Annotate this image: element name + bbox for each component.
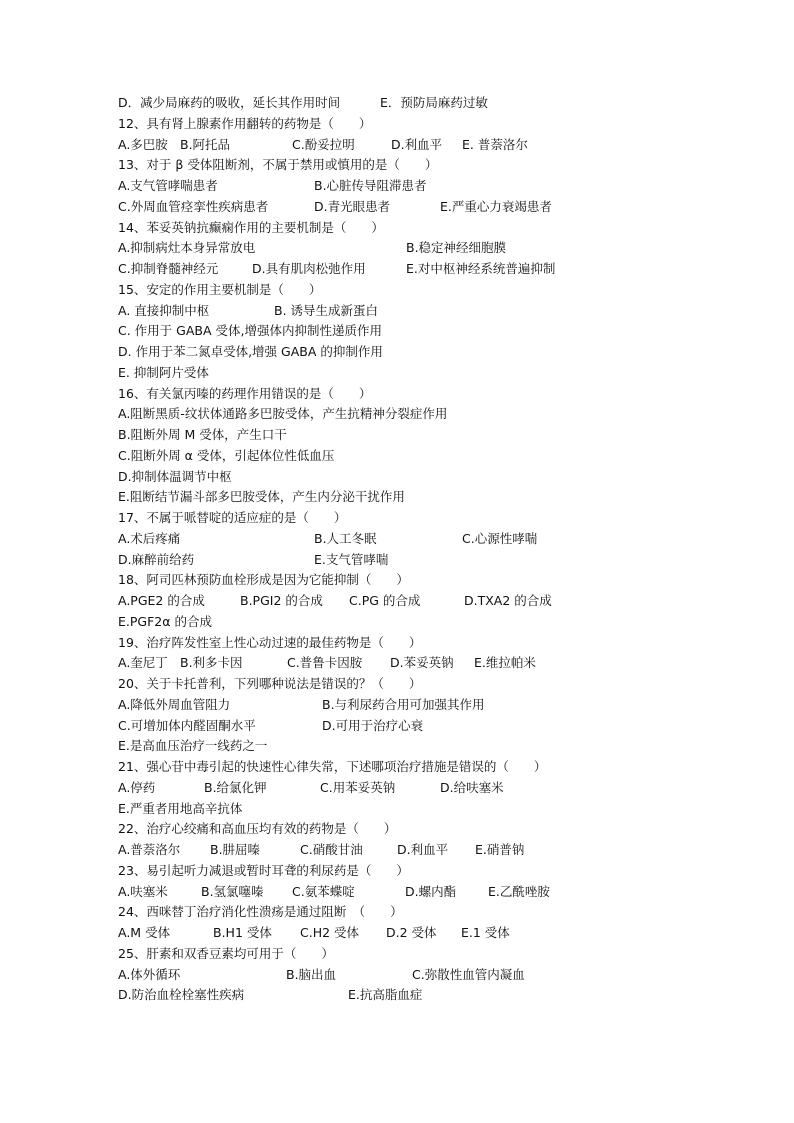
text-line bbox=[118, 529, 758, 550]
option-c: C.弥散性血管内凝血 bbox=[412, 966, 525, 982]
option-d: D.防治血栓栓塞性疾病 bbox=[118, 987, 245, 1003]
question-stem: 19、治疗阵发性室上性心动过速的最佳药物是（ ） bbox=[118, 634, 422, 650]
option-b: B.与利尿药合用可加强其作用 bbox=[322, 696, 485, 712]
option-d: D.利血平 bbox=[391, 136, 443, 152]
option-a: A.抑制病灶本身异常放电 bbox=[118, 240, 256, 256]
text-line bbox=[118, 176, 758, 197]
option-d: D.苯妥英钠 bbox=[390, 655, 454, 671]
option-a: A.奎尼丁 bbox=[118, 655, 168, 671]
text-line bbox=[118, 695, 758, 716]
option-b: B.肼屈嗪 bbox=[210, 842, 261, 857]
text-line bbox=[118, 944, 758, 965]
option-d: D.麻醉前给药 bbox=[118, 551, 195, 567]
option-b: B.阿托品 bbox=[180, 136, 231, 152]
option-c: C.用苯妥英钠 bbox=[320, 779, 396, 795]
option-c: C.硝酸甘油 bbox=[300, 842, 363, 857]
option-a: A.停药 bbox=[118, 779, 156, 795]
text-line bbox=[118, 736, 758, 757]
option-a: A.M 受体 bbox=[118, 925, 171, 940]
text-line bbox=[118, 882, 758, 903]
text-line bbox=[118, 674, 758, 695]
option-e: E.PGF2α 的合成 bbox=[118, 613, 212, 629]
question-stem: 23、易引起听力减退或暂时耳聋的利尿药是（ ） bbox=[118, 862, 409, 878]
text-line bbox=[118, 404, 758, 425]
option-d: D.螺内酯 bbox=[405, 883, 457, 899]
option-e: E.支气管哮喘 bbox=[314, 551, 389, 567]
option-c: C.PG 的合成 bbox=[349, 593, 421, 608]
question-stem: 12、具有肾上腺素作用翻转的药物是（ ） bbox=[118, 115, 372, 131]
text-line bbox=[118, 653, 758, 674]
question-stem: 15、安定的作用主要机制是（ ） bbox=[118, 281, 322, 297]
option-c: C.H2 受体 bbox=[300, 925, 360, 940]
option-a: A.体外循环 bbox=[118, 966, 181, 982]
option-e: E.严重者用地高辛抗体 bbox=[118, 800, 243, 816]
option-a: A.术后疼痛 bbox=[118, 530, 181, 546]
text-line bbox=[118, 342, 758, 363]
option-d: D. 作用于苯二氮卓受体,增强 GABA 的抑制作用 bbox=[118, 344, 383, 359]
option-d: D.利血平 bbox=[397, 842, 449, 857]
option-b: B.氢氯噻嗪 bbox=[201, 883, 264, 899]
option-e: E.维拉帕米 bbox=[474, 655, 536, 671]
option-b: B.PGI2 的合成 bbox=[240, 593, 323, 608]
option-e: E.抗高脂血症 bbox=[348, 987, 423, 1003]
option-b: B. 诱导生成新蛋白 bbox=[274, 302, 379, 318]
text-line bbox=[118, 633, 758, 654]
text-line bbox=[118, 778, 758, 799]
question-stem: 24、西咪替丁治疗消化性溃疡是通过阻断 （ ） bbox=[118, 904, 403, 920]
text-line bbox=[118, 861, 758, 882]
option-e: E.是高血压治疗一线药之一 bbox=[118, 738, 268, 754]
option-e: E. 抑制阿片受体 bbox=[118, 364, 209, 380]
option-b: B.利多卡因 bbox=[180, 655, 243, 671]
option-c: C.阻断外周 α 受体，引起体位性低血压 bbox=[118, 447, 335, 463]
option-a: A.支气管哮喘患者 bbox=[118, 178, 218, 193]
text-line bbox=[118, 799, 758, 820]
text-line bbox=[118, 321, 758, 342]
option-d: D．减少局麻药的吸收，延长其作用时间 bbox=[118, 95, 341, 110]
text-line bbox=[118, 155, 758, 176]
option-c: C.抑制脊髓神经元 bbox=[118, 261, 219, 276]
option-a: A.呋塞米 bbox=[118, 883, 168, 899]
option-d: D.TXA2 的合成 bbox=[464, 593, 552, 608]
option-d: D.抑制体温调节中枢 bbox=[118, 468, 232, 484]
text-line bbox=[118, 902, 758, 923]
option-b: B.人工冬眠 bbox=[314, 530, 377, 546]
option-b: B.阻断外周 M 受体，产生口干 bbox=[118, 427, 287, 442]
option-e: E.乙酰唑胺 bbox=[488, 883, 550, 899]
text-line bbox=[118, 591, 758, 612]
question-stem: 13、对于 β 受体阻断剂，不属于禁用或慎用的是（ ） bbox=[118, 157, 438, 173]
option-e: E.1 受体 bbox=[461, 925, 510, 940]
text-line bbox=[118, 446, 758, 467]
option-c: C.心源性哮喘 bbox=[462, 530, 538, 546]
option-a: A.普萘洛尔 bbox=[118, 842, 181, 857]
option-c: C.氨苯蝶啶 bbox=[292, 883, 355, 899]
text-line bbox=[118, 384, 758, 405]
text-line bbox=[118, 716, 758, 737]
question-stem: 20、关于卡托普利，下列哪种说法是错误的？（ ） bbox=[118, 676, 422, 691]
option-b: B.心脏传导阻滞患者 bbox=[314, 178, 427, 193]
option-a: A.PGE2 的合成 bbox=[118, 593, 205, 608]
text-line bbox=[118, 985, 758, 1006]
question-stem: 25、肝素和双香豆素均可用于（ ） bbox=[118, 945, 334, 961]
text-line bbox=[118, 819, 758, 840]
text-line bbox=[118, 280, 758, 301]
option-a: A.多巴胺 bbox=[118, 136, 168, 152]
option-a: A.降低外周血管阻力 bbox=[118, 696, 231, 712]
text-line bbox=[118, 487, 758, 508]
text-line bbox=[118, 757, 758, 778]
text-line bbox=[118, 301, 758, 322]
option-b: B.脑出血 bbox=[286, 966, 337, 982]
question-stem: 18、阿司匹林预防血栓形成是因为它能抑制（ ） bbox=[118, 572, 409, 588]
option-e: E.阻断结节漏斗部多巴胺受体，产生内分泌干扰作用 bbox=[118, 489, 405, 505]
option-a: A.阻断黑质-纹状体通路多巴胺受体，产生抗精神分裂症作用 bbox=[118, 406, 448, 422]
option-e: E.硝普钠 bbox=[475, 842, 525, 857]
text-line bbox=[118, 550, 758, 571]
text-line bbox=[118, 135, 758, 156]
option-c: C.普鲁卡因胺 bbox=[287, 655, 363, 671]
text-line bbox=[118, 259, 758, 280]
question-stem: 14、苯妥英钠抗癫痫作用的主要机制是（ ） bbox=[118, 219, 384, 235]
option-c: C.可增加体内醛固酮水平 bbox=[118, 717, 256, 733]
text-line bbox=[118, 425, 758, 446]
text-line bbox=[118, 570, 758, 591]
text-line bbox=[118, 363, 758, 384]
text-line bbox=[118, 218, 758, 239]
question-stem: 17、不属于哌替啶的适应症的是（ ） bbox=[118, 510, 347, 525]
text-line bbox=[118, 467, 758, 488]
option-e: E．预防局麻药过敏 bbox=[380, 95, 488, 110]
option-c: C.外周血管痉挛性疾病患者 bbox=[118, 198, 269, 214]
text-line bbox=[118, 840, 758, 861]
text-line bbox=[118, 114, 758, 135]
text-line bbox=[118, 238, 758, 259]
text-line bbox=[118, 197, 758, 218]
question-stem: 16、有关氯丙嗪的药理作用错误的是（ ） bbox=[118, 385, 372, 401]
option-e: E. 普萘洛尔 bbox=[462, 136, 528, 152]
question-stem: 21、强心苷中毒引起的快速性心律失常，下述哪项治疗措施是错误的（ ） bbox=[118, 759, 547, 774]
exam-question-list bbox=[118, 93, 758, 1006]
option-b: B.给氯化钾 bbox=[204, 779, 267, 795]
option-d: D.给呋塞米 bbox=[440, 779, 504, 795]
text-line bbox=[118, 508, 758, 529]
text-line bbox=[118, 612, 758, 633]
option-d: D.2 受体 bbox=[386, 925, 437, 940]
question-stem: 22、治疗心绞痛和高血压均有效的药物是（ ） bbox=[118, 821, 397, 837]
text-line bbox=[118, 923, 758, 944]
option-d: D.可用于治疗心衰 bbox=[322, 717, 424, 733]
option-d: D.青光眼患者 bbox=[314, 198, 391, 214]
option-b: B.稳定神经细胞膜 bbox=[406, 240, 507, 256]
option-a: A. 直接抑制中枢 bbox=[118, 302, 210, 318]
text-line bbox=[118, 93, 758, 114]
option-e: E.严重心力衰竭患者 bbox=[440, 198, 552, 214]
option-b: B.H1 受体 bbox=[213, 925, 272, 940]
option-c: C. 作用于 GABA 受体,增强体内抑制性递质作用 bbox=[118, 323, 382, 339]
text-line bbox=[118, 965, 758, 986]
option-e: E.对中枢神经系统普遍抑制 bbox=[406, 261, 556, 276]
option-c: C.酚妥拉明 bbox=[292, 136, 355, 152]
option-d: D.具有肌肉松弛作用 bbox=[252, 261, 366, 276]
